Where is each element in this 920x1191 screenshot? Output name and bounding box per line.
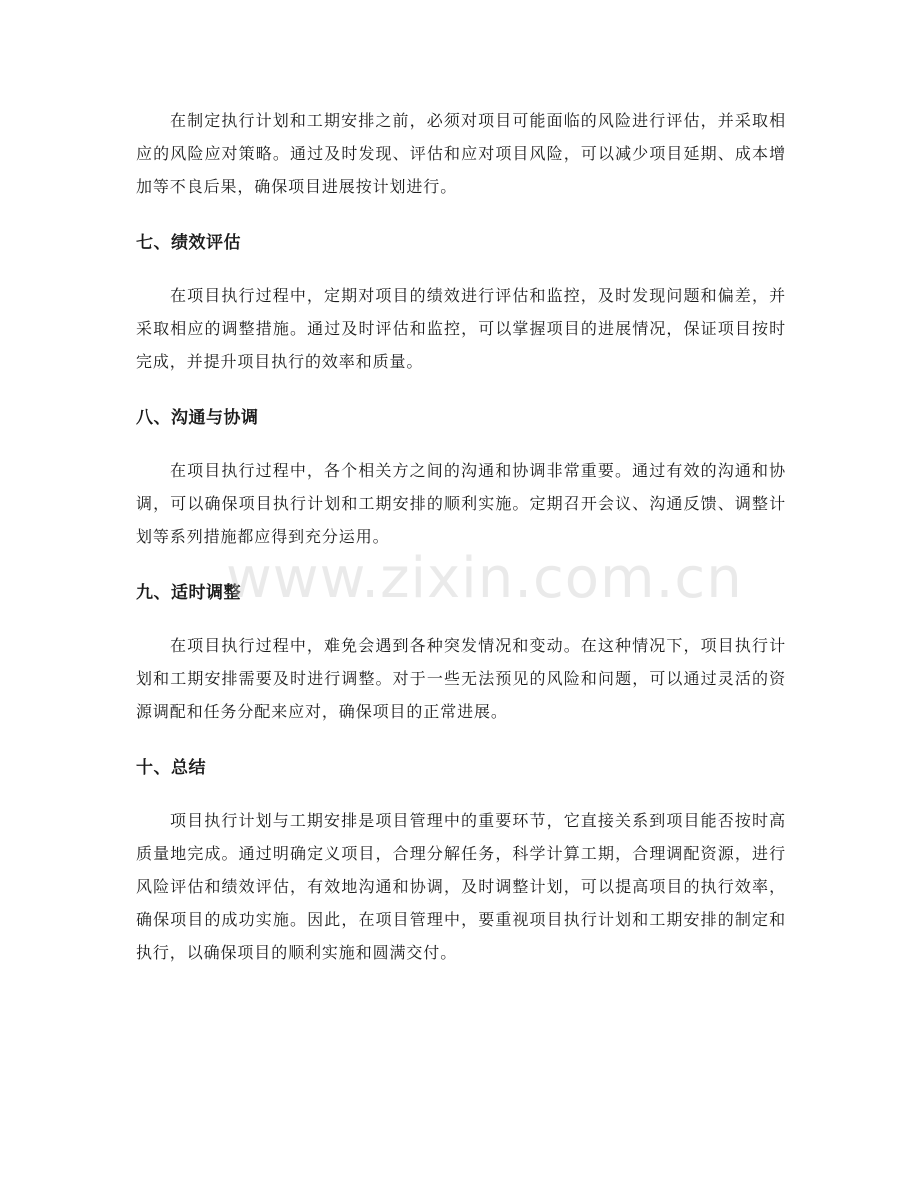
section-heading-performance-evaluation: 七、绩效评估 bbox=[136, 233, 241, 253]
watermark: www.zixin.com.cn bbox=[226, 546, 743, 611]
section-paragraph-communication: 在项目执行过程中，各个相关方之间的沟通和协调非常重要。通过有效的沟通和协调，可以确保项目执行计划和工期安排的顺利实施。定期召开会议、沟通反馈、调整计划等系列措施都应得到充分运用。 bbox=[136, 461, 786, 546]
section-heading-communication: 八、沟通与协调 bbox=[136, 408, 259, 428]
section-paragraph-performance-evaluation: 在项目执行过程中，定期对项目的绩效进行评估和监控，及时发现问题和偏差，并采取相应的调整措施。通过及时评估和监控，可以掌握项目的进展情况，保证项目按时完成，并提升项目执行的效率和质量。 bbox=[136, 286, 786, 371]
section-heading-summary: 十、总结 bbox=[136, 758, 206, 778]
document-body bbox=[136, 104, 786, 969]
intro-paragraph: 在制定执行计划和工期安排之前，必须对项目可能面临的风险进行评估，并采取相应的风险应对策略。通过及时发现、评估和应对项目风险，可以减少项目延期、成本增加等不良后果，确保项目进展按计划进行。 bbox=[136, 111, 786, 196]
section-paragraph-summary: 项目执行计划与工期安排是项目管理中的重要环节，它直接关系到项目能否按时高质量地完成。通过明确定义项目，合理分解任务，科学计算工期，合理调配资源，进行风险评估和绩效评估，有效地沟通和协调，及时调整计划，可以提高项目的执行效率，确保项目的成功实施。因此，在项目管理中，要重视项目执行计划和工期安排的制定和执行，以确保项目的顺利实施和圆满交付。 bbox=[136, 811, 786, 962]
section-heading-timely-adjustment: 九、适时调整 bbox=[136, 583, 241, 603]
section-paragraph-timely-adjustment: 在项目执行过程中，难免会遇到各种突发情况和变动。在这种情况下，项目执行计划和工期安排需要及时进行调整。对于一些无法预见的风险和问题，可以通过灵活的资源调配和任务分配来应对，确保项目的正常进展。 bbox=[136, 636, 786, 721]
